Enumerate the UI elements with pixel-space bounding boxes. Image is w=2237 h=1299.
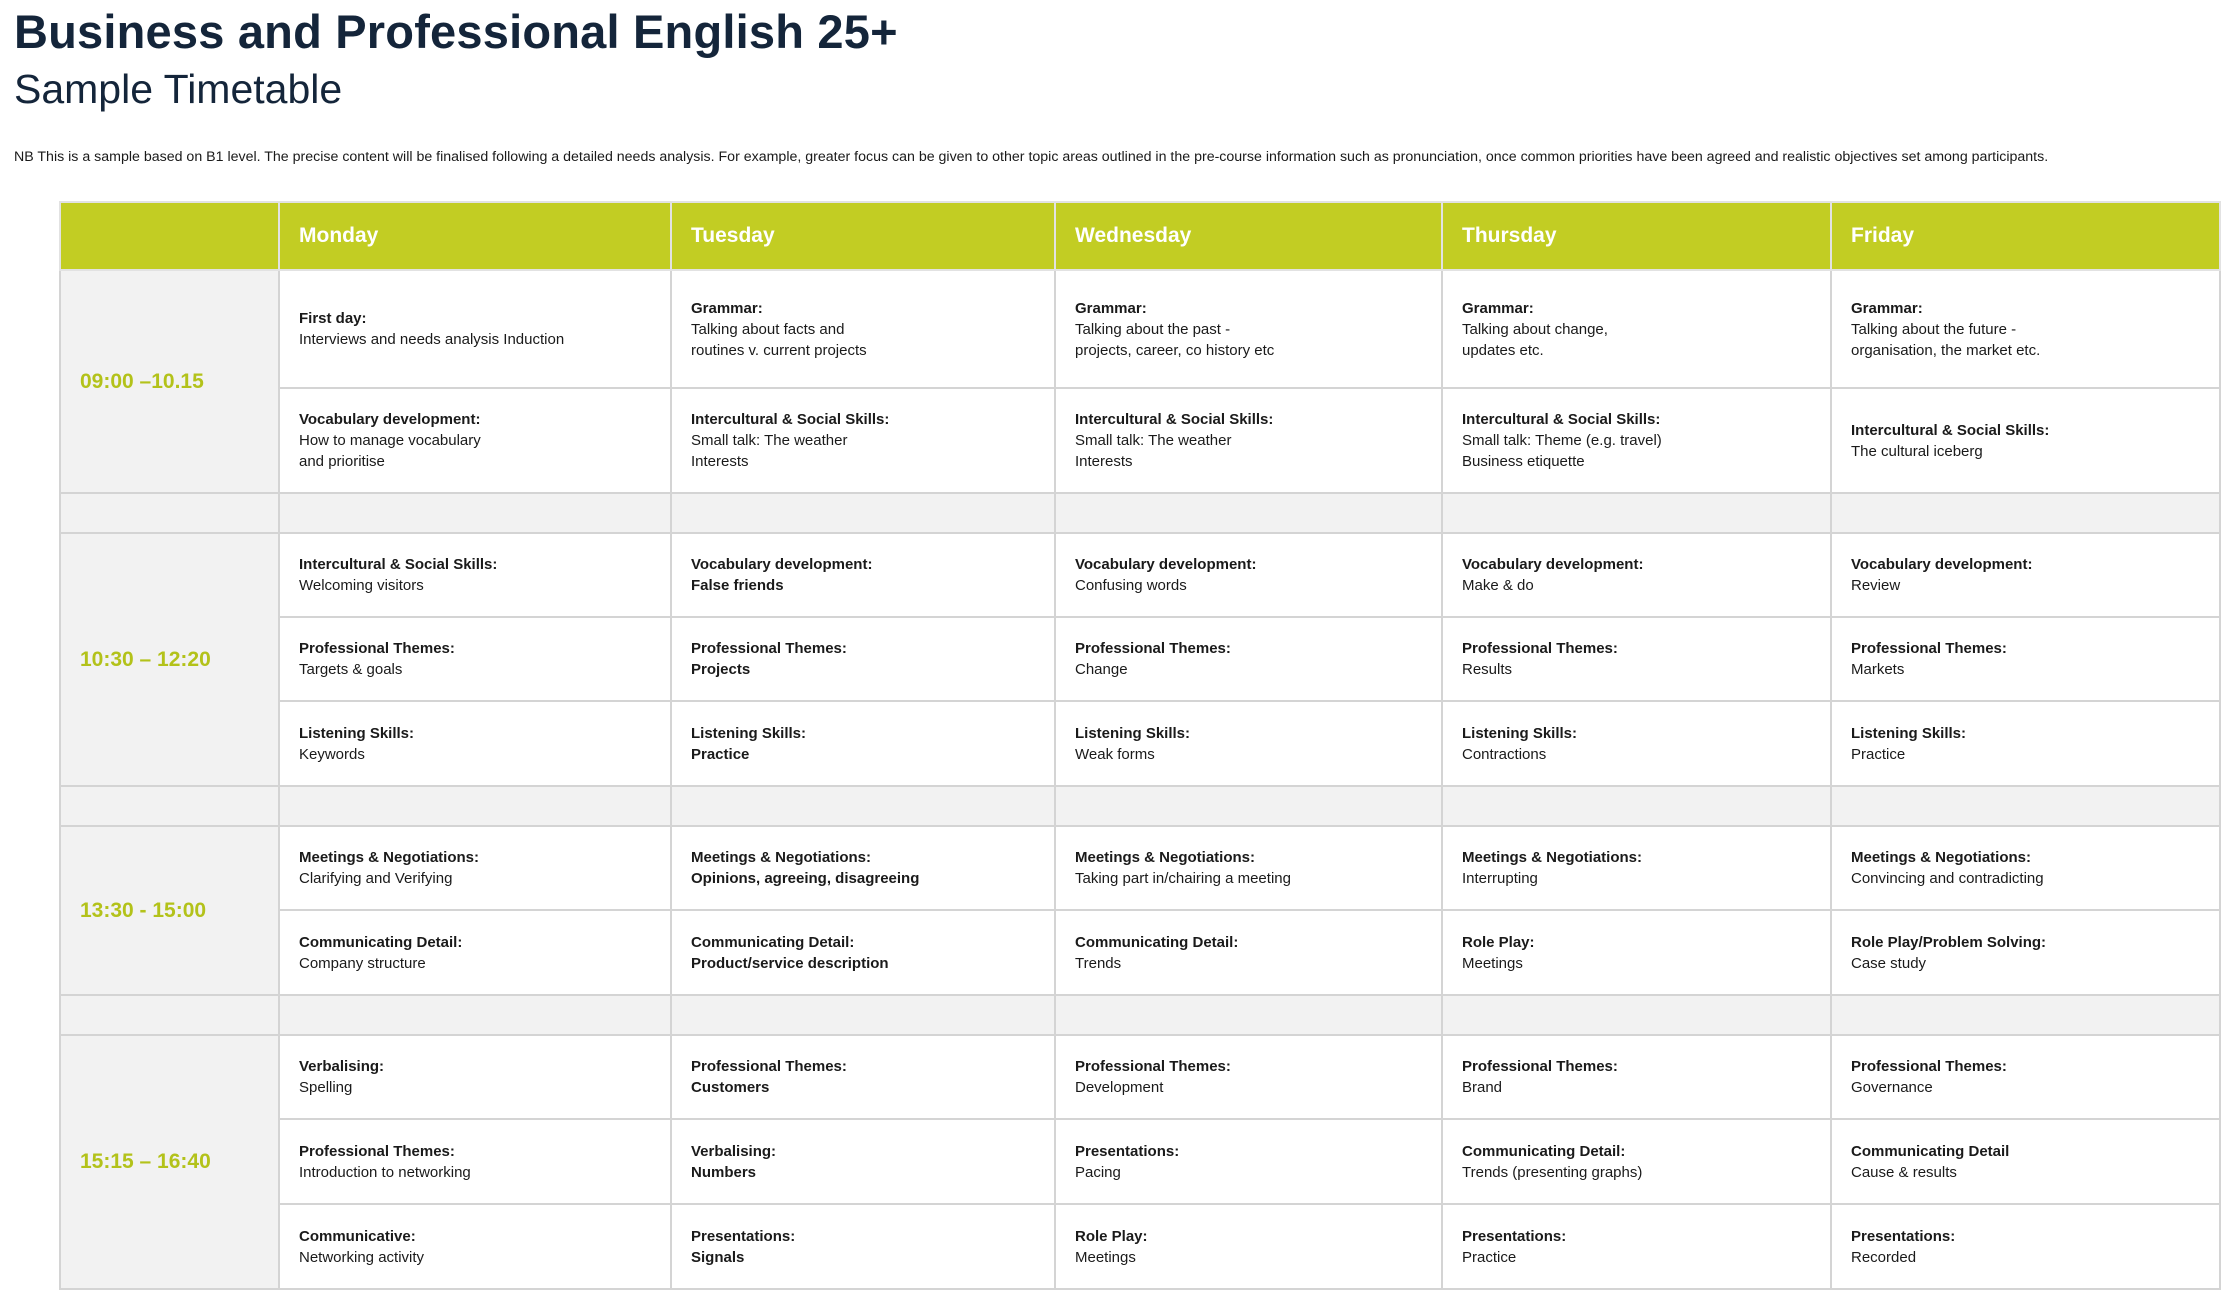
session-cell-thursday [1442,1035,1831,1119]
timetable-row [60,826,2220,910]
session-cell-monday [279,1119,671,1204]
session-topic: Development [1075,1079,1164,1096]
session-cell-friday [1831,270,2220,388]
break-row [60,995,2220,1035]
header-row [60,202,2220,270]
session-cell-wednesday [1055,1035,1442,1119]
session-topic: Small talk: The weather Interests [691,432,848,470]
session-cell-thursday [1442,270,1831,388]
break-row [60,493,2220,533]
session-label: Listening Skills: [1075,724,1191,742]
session-cell-friday [1831,1035,2220,1119]
session-label: Professional Themes: [691,640,847,657]
session-label: Meetings & Negotiations: [1851,849,2032,866]
session-topic: Results [1462,661,1513,678]
session-topic: Pacing [1075,1163,1121,1181]
time-slot: 13:30 - 15:00 [60,826,279,995]
header-monday: Monday [279,202,671,270]
session-cell-wednesday [1055,617,1442,701]
session-label: Listening Skills: [1462,724,1578,742]
session-label: Vocabulary development: [1075,556,1257,573]
session-cell-wednesday [1055,826,1442,910]
session-cell-thursday [1442,1119,1831,1204]
session-topic: Trends (presenting graphs) [1462,1163,1643,1181]
session-label: Communicating Detail: [691,933,855,951]
session-topic: Talking about the past - projects, career, co history etc [1075,320,1275,359]
break-cell [1442,786,1831,826]
session-cell-friday [1831,533,2220,617]
session-label: Meetings & Negotiations: [299,849,480,866]
sample-note: NB This is a sample based on B1 level. The precise content will be finalised following a detailed needs analysis. For example, greater focus can be given to other topic areas outlined in the pre-course information such as pronunciation, once common priorities have been agreed and realistic objectives set among participants. [14,149,2049,165]
session-label: Communicating Detail [1851,1142,2010,1160]
session-label: Role Play: [1462,933,1535,951]
session-cell-tuesday [671,1035,1055,1119]
session-topic: Practice [1462,1248,1517,1266]
session-label: Communicative: [299,1227,416,1245]
session-topic: Meetings [1075,1248,1136,1266]
timetable-row [60,701,2220,786]
session-cell-friday [1831,701,2220,786]
break-cell [60,786,279,826]
header-friday: Friday [1831,202,2220,270]
session-cell-friday [1831,910,2220,995]
session-topic: Review [1851,577,1901,594]
timetable-row [60,1119,2220,1204]
session-label: First day: [299,310,367,327]
session-label: Intercultural & Social Skills: [1075,411,1274,428]
session-topic: Company structure [299,954,426,972]
session-cell-wednesday [1055,388,1442,493]
session-topic: False friends [691,577,784,594]
session-topic: Keywords [299,745,365,763]
session-label: Role Play: [1075,1227,1148,1245]
session-label: Presentations: [691,1227,796,1245]
session-topic: Talking about facts and routines v. current projects [691,320,867,359]
session-label: Vocabulary development: [691,556,873,573]
timetable-row [60,533,2220,617]
timetable-row [60,388,2220,493]
session-cell-monday [279,910,671,995]
session-cell-wednesday [1055,1204,1442,1289]
session-cell-thursday [1442,826,1831,910]
session-cell-tuesday [671,388,1055,493]
timetable [59,201,2221,1290]
session-topic: Markets [1851,661,1905,678]
break-cell [60,493,279,533]
timetable-row [60,1035,2220,1119]
session-label: Listening Skills: [299,724,415,742]
session-topic: Interviews and needs analysis Induction [299,331,565,348]
session-cell-tuesday [671,270,1055,388]
session-cell-tuesday [671,701,1055,786]
break-cell [1442,995,1831,1035]
header-tuesday: Tuesday [671,202,1055,270]
session-topic: Small talk: Theme (e.g. travel) Business etiquette [1462,432,1662,470]
session-label: Communicating Detail: [1462,1142,1626,1160]
session-label: Grammar: [1851,299,1923,317]
session-label: Meetings & Negotiations: [1075,849,1256,866]
header-corner [60,202,279,270]
session-label: Role Play/Problem Solving: [1851,933,2047,951]
session-cell-monday [279,270,671,388]
session-topic: Taking part in/chairing a meeting [1075,870,1291,887]
session-topic: Signals [691,1248,745,1266]
session-cell-thursday [1442,533,1831,617]
session-label: Presentations: [1851,1227,1956,1245]
session-cell-monday [279,1035,671,1119]
session-topic: Cause & results [1851,1163,1957,1181]
session-topic: Talking about change, updates etc. [1462,320,1608,359]
session-cell-monday [279,701,671,786]
time-slot: 10:30 – 12:20 [60,533,279,786]
session-topic: Opinions, agreeing, disagreeing [691,870,920,887]
session-topic: Customers [691,1079,770,1096]
session-topic: Case study [1851,954,1927,972]
session-cell-monday [279,388,671,493]
session-topic: Recorded [1851,1248,1917,1266]
session-topic: Practice [691,745,750,763]
session-label: Professional Themes: [691,1058,847,1075]
session-cell-thursday [1442,617,1831,701]
session-cell-tuesday [671,1204,1055,1289]
session-topic: How to manage vocabulary and prioritise [299,432,481,470]
timetable-row [60,1204,2220,1289]
session-topic: Confusing words [1075,577,1187,594]
session-cell-wednesday [1055,701,1442,786]
session-topic: Networking activity [299,1248,425,1266]
break-cell [671,493,1055,533]
break-row [60,786,2220,826]
break-cell [1442,493,1831,533]
session-topic: The cultural iceberg [1851,442,1983,460]
session-topic: Practice [1851,745,1906,763]
session-topic: Brand [1462,1079,1503,1096]
session-label: Professional Themes: [1851,1058,2007,1075]
session-cell-tuesday [671,826,1055,910]
session-topic: Projects [691,661,751,678]
session-label: Verbalising: [299,1058,385,1075]
session-topic: Product/service description [691,954,889,972]
session-label: Verbalising: [691,1142,777,1160]
break-cell [1831,995,2220,1035]
session-label: Professional Themes: [1462,640,1618,657]
session-label: Grammar: [1075,299,1147,317]
session-topic: Talking about the future - organisation, the market etc. [1851,320,2041,359]
break-cell [1831,493,2220,533]
time-slot: 09:00 –10.15 [60,270,279,493]
session-label: Vocabulary development: [299,411,481,428]
session-topic: Numbers [691,1163,757,1181]
break-cell [671,786,1055,826]
session-topic: Trends [1075,954,1122,972]
session-topic: Interrupting [1462,870,1538,887]
session-cell-tuesday [671,533,1055,617]
session-cell-friday [1831,826,2220,910]
session-label: Intercultural & Social Skills: [299,556,498,573]
session-label: Listening Skills: [691,724,807,742]
session-topic: Spelling [299,1079,353,1096]
session-label: Communicating Detail: [299,933,463,951]
session-label: Meetings & Negotiations: [1462,849,1643,866]
session-cell-thursday [1442,1204,1831,1289]
session-cell-friday [1831,1119,2220,1204]
break-cell [1055,995,1442,1035]
session-cell-tuesday [671,617,1055,701]
break-cell [1055,493,1442,533]
session-topic: Small talk: The weather Interests [1075,432,1232,470]
break-cell [1055,786,1442,826]
session-cell-friday [1831,617,2220,701]
session-label: Communicating Detail: [1075,933,1239,951]
session-label: Professional Themes: [1462,1058,1618,1075]
session-cell-wednesday [1055,270,1442,388]
session-label: Listening Skills: [1851,724,1967,742]
session-label: Vocabulary development: [1462,556,1644,573]
session-cell-wednesday [1055,910,1442,995]
session-topic: Make & do [1462,577,1534,594]
session-label: Presentations: [1075,1142,1180,1160]
session-topic: Change [1075,661,1128,678]
session-topic: Clarifying and Verifying [299,870,453,887]
session-label: Meetings & Negotiations: [691,849,872,866]
break-cell [279,786,671,826]
session-topic: Introduction to networking [299,1163,471,1181]
session-cell-monday [279,533,671,617]
session-topic: Weak forms [1075,745,1155,763]
session-cell-tuesday [671,910,1055,995]
session-topic: Convincing and contradicting [1851,870,2044,887]
session-cell-monday [279,826,671,910]
session-cell-monday [279,617,671,701]
page-subtitle: Sample Timetable [14,66,343,112]
session-topic: Contractions [1462,745,1547,763]
timetable-row [60,910,2220,995]
session-label: Intercultural & Social Skills: [691,411,890,428]
time-slot: 15:15 – 16:40 [60,1035,279,1289]
session-label: Professional Themes: [299,1142,455,1160]
session-label: Professional Themes: [299,640,455,657]
session-label: Intercultural & Social Skills: [1462,411,1661,428]
timetable-row [60,617,2220,701]
session-label: Grammar: [1462,299,1534,317]
break-cell [671,995,1055,1035]
break-cell [1831,786,2220,826]
header-thursday: Thursday [1442,202,1831,270]
break-cell [60,995,279,1035]
session-cell-tuesday [671,1119,1055,1204]
break-cell [279,493,671,533]
session-cell-thursday [1442,910,1831,995]
session-label: Presentations: [1462,1227,1567,1245]
timetable-row [60,270,2220,388]
page-title: Business and Professional English 25+ [14,5,898,58]
session-label: Professional Themes: [1075,640,1231,657]
session-cell-wednesday [1055,533,1442,617]
session-label: Professional Themes: [1851,640,2007,657]
session-cell-thursday [1442,701,1831,786]
session-label: Intercultural & Social Skills: [1851,421,2050,439]
session-cell-friday [1831,1204,2220,1289]
session-topic: Targets & goals [299,661,403,678]
session-label: Grammar: [691,299,763,317]
session-cell-friday [1831,388,2220,493]
break-cell [279,995,671,1035]
session-label: Vocabulary development: [1851,556,2033,573]
session-label: Professional Themes: [1075,1058,1231,1075]
session-cell-wednesday [1055,1119,1442,1204]
session-cell-monday [279,1204,671,1289]
session-topic: Meetings [1462,954,1523,972]
session-cell-thursday [1442,388,1831,493]
header-wednesday: Wednesday [1055,202,1442,270]
session-topic: Welcoming visitors [299,577,424,594]
timetable-body [60,270,2220,1289]
session-topic: Governance [1851,1079,1933,1096]
